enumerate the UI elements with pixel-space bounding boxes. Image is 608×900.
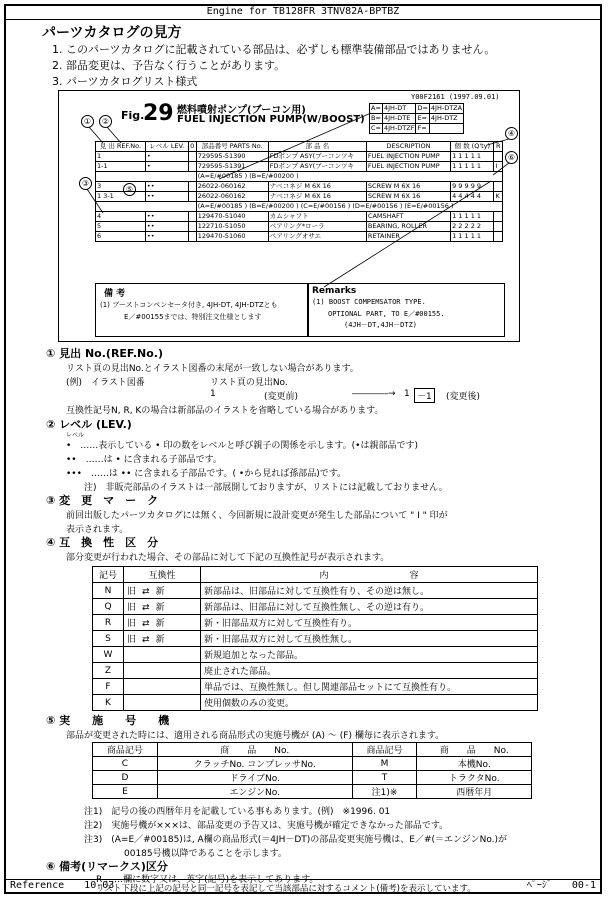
compat-desc: 新・旧部品双方に対して互換性有り。 [201,615,538,631]
parts-desc: RETAINER [366,232,450,242]
compat-arrow-icon: ⇄ [142,619,150,629]
parts-parts: 122710-51050 [196,222,268,232]
compat-arrow [124,631,201,647]
model-cell: C= [371,124,381,132]
footer-right: ﾍﾟｰｼﾞ 00-1 [526,880,596,891]
callout-3: ③ [79,177,92,190]
mcode-cell: 西暦年月 [417,785,532,799]
sec5-n3: 注3) (A=E／#00185)は, A欄の商品形式(＝4JH－DT)の部品変更実施号機は、E／#(＝エンジンNo.)が [84,835,508,845]
parts-jp: FDポンプ ASY(ブーコンツキ [268,162,366,172]
col-lev: レベル LEV. [145,142,188,152]
compat-desc: 新部品は、旧部品に対して互換性無し、その逆は有り。 [201,599,538,615]
mcode-cell: ドライブNo. [157,771,352,785]
parts-r: I [494,162,503,172]
page-frame [4,4,602,894]
sec4-head: ④ 互 換 性 区 分 [46,536,159,549]
compat-desc: 新規追加となった部品。 [201,647,538,663]
parts-ref: 4 [96,212,146,222]
remarks-title: Remarks [312,286,357,296]
model-cell: 4JH-DT [383,104,416,114]
compat-row [93,695,538,711]
compat-arrow [124,695,201,711]
sec1-ex-v1: 1 [210,389,216,399]
parts-note: (A=E/#00185 ) (B=E/#00200 ) [196,172,502,182]
page-footer [10,880,596,892]
sec2-head: ② レベル (LEV.) [46,418,132,431]
compat-col-sym: 記号 [93,567,124,583]
compat-row [93,583,538,599]
compat-arrow-icon: ⇄ [142,603,150,613]
sec1-ex-boxed: －1 [414,388,435,403]
parts-ref: 5 [96,222,146,232]
sec5-n1: 注1) 記号の後の西暦年月を記載している事もあります。(例) ※1996. 01 [84,807,391,817]
sec5-n3b: 00185号機以降であることを示します。 [124,849,287,859]
model-cell: 4JH-DTZF [384,124,415,132]
col-ref: 見 出 REF.No. [96,142,146,152]
parts-qty: 1 1 1 1 1 [451,152,494,162]
mcode-cell: T [352,771,417,785]
compat-desc: 新・旧部品双方に対して互換性無し。 [201,631,538,647]
mcode-cell: E [93,785,158,799]
parts-ref: 1 3-1 [96,192,146,202]
parts-note: (A=E/#00185 ) (B=E/#00200 ) (C=E/#00156 ) (D=E/#00156 ) (E=E/#00156 ) [196,202,502,212]
sec3-head: ③ 変 更 マ ー ク [46,494,159,507]
compat-row [93,663,538,679]
intro-3: 3. パーツカタログリスト様式 [52,75,198,88]
model-code-table [92,742,532,799]
callout-4: ④ [505,127,518,140]
sec1-ex-v2: 1 [404,389,410,399]
compat-row [93,599,538,615]
compat-arrow-icon: ⇄ [142,587,150,597]
model-cell: B= [371,114,381,122]
compat-desc: 単品では、互換性無し。但し関連部品セットにて互換性有り。 [201,679,538,695]
sec2-ruby: レベル [66,432,85,439]
page-title: パーツカタログの見方 [42,25,182,41]
compat-symbol: N [93,583,124,599]
compat-symbol: R [93,615,124,631]
model-cell: 4JH-DTE [383,114,416,124]
compat-arrow [124,583,201,599]
mcode-row [93,771,532,785]
parts-lev: •• [145,182,188,192]
sec4-l1: 部分変更が行われた場合、その部品に対して下記の互換性記号が表示されます。 [66,553,390,563]
page-header: Engine for TB128FR 3TNV82A-BPTBZ [206,6,400,17]
parts-parts: 729595-51390 [196,152,268,162]
parts-jp: ナベコネジ M 6X 16 [268,182,366,192]
model-cell: A= [371,104,381,112]
mcode-cell: エンジンNo. [157,785,352,799]
mcode-cell: M [352,757,417,771]
parts-lev: • [145,152,188,162]
compat-symbol: K [93,695,124,711]
mcol-3: 商品記号 [352,743,417,757]
callout-1: ① [81,115,94,128]
sec6-l1: R ……欄に数字又は、英字(記号)を表示してあります。 [96,875,319,885]
col-jp: 部 品 名 [268,142,366,152]
intro-2: 2. 部品変更は、予告なく行うことがあります。 [52,59,286,72]
callout-6: ⑥ [505,151,518,164]
parts-parts: 26022-060162 [196,192,268,202]
footer-left: Reference 10-03 [10,880,115,891]
parts-r: K [494,192,503,202]
compat-symbol: Q [93,599,124,615]
compat-new: 新 [155,619,165,629]
remarks-line-3: (4JH－DT,4JH－DTZ) [344,321,418,329]
model-cell: 4JH-DTZ [429,114,463,124]
compat-symbol: W [93,647,124,663]
sec1-ex-change2: (変更後) [446,392,481,402]
col-r: R [495,142,501,150]
sample-code: Y00F2161 (1997.09.01) [411,93,500,101]
compat-desc: 新部品は、旧部品に対して互換性有り、その逆は無し。 [201,583,538,599]
mcol-4: 商 品 No. [417,743,532,757]
sec2-l2: •• ……は • に含まれる子部品です。 [66,455,222,465]
parts-ref: 1 [96,152,146,162]
parts-lev: •• [145,192,188,202]
compat-old: 旧 [127,603,137,613]
parts-desc: FUEL INJECTION PUMP [366,162,450,172]
intro-1: 1. このパーツカタログに記載されている部品は、必ずしも標準装備部品ではありません。 [52,43,496,56]
sec1-ex-label: (例) イラスト図番 [66,378,145,388]
parts-jp: ベアリング*ローラ [268,222,366,232]
mcode-cell: トラクタNo. [417,771,532,785]
callout-2: ② [99,115,112,128]
mcol-2: 商 品 No. [157,743,352,757]
parts-jp: カムシャフト [268,212,366,222]
parts-parts: 26022-060162 [196,182,268,192]
sec1-l1: リスト頁の見出No.とイラスト図番の末尾が一致しない場合があります。 [66,364,359,374]
parts-qty: 1 1 1 1 1 [451,162,494,172]
parts-parts: 129470-51040 [196,212,268,222]
parts-lev: •• [145,212,188,222]
sec5-l1: 部品が変更された時には、適用される商品形式の実施号機が (A) ～ (F) 欄毎に表示されます。 [66,731,445,741]
compat-desc: 使用個数のみの変更。 [201,695,538,711]
compat-symbol: S [93,631,124,647]
compat-symbol: Z [93,663,124,679]
compat-table [92,566,538,711]
mcode-cell: 注1)※ [352,785,417,799]
sec1-arrow-icon: ――――→ [352,389,396,399]
parts-desc: SCREW M 6X 16 [366,182,450,192]
callout-leaders [59,91,519,341]
compat-old: 旧 [127,587,137,597]
compat-old: 旧 [127,619,137,629]
sec1-ex-change1: (変更前) [264,392,299,402]
mcode-cell: 本機No. [417,757,532,771]
sec6-head: ⑥ 備考(リマークス)区分 [46,860,168,873]
compat-arrow [124,599,201,615]
parts-parts: 129470-51060 [196,232,268,242]
sec2-l3: ••• ……は •• に含まれる子部品です。( •から見れば孫部品)です。 [66,469,347,479]
biko-title: 備 考 [104,289,126,299]
parts-lev: • [145,162,188,172]
col-zero: 0 [190,142,195,150]
sec3-l2: 表示されます。 [66,525,129,535]
compat-new: 新 [155,635,165,645]
compat-new: 新 [155,587,165,597]
compat-row [93,615,538,631]
compat-row [93,647,538,663]
parts-desc: SCREW M 6X 16 [366,192,450,202]
compat-arrow [124,663,201,679]
fig-number: 29 [143,101,174,126]
sec1-l2: 互換性記号N, R, Kの場合は新部品のイラストを省略している場合があります。 [66,406,384,416]
model-cell: D= [417,104,428,112]
compat-row [93,631,538,647]
biko-line-2: E／#00155までは、特別注文仕様とします [124,313,262,321]
parts-jp: FDポンプ ASY(ブーコンツキ [268,152,366,162]
compat-arrow-icon: ⇄ [142,635,150,645]
header-rule [6,19,600,20]
mcode-cell: C [93,757,158,771]
parts-desc: BEARING, ROLLER [366,222,450,232]
parts-ref: 3 [96,182,146,192]
mcode-row [93,757,532,771]
col-qty: 個 数 (Q'ty) [451,142,494,152]
parts-lev: •• [145,222,188,232]
compat-symbol: F [93,679,124,695]
compat-arrow [124,679,201,695]
parts-desc: CAMSHAFT [366,212,450,222]
sec6-l2: リスト下段に上記の記号と同一記号を表記して当該部品に対するコメント(備考)を表示しています。 [96,884,476,894]
fig-label: Fig. [121,109,145,122]
compat-old: 旧 [127,635,137,645]
compat-arrow [124,647,201,663]
remarks-line-1: (1) BOOST COMPEMSATOR TYPE. [312,298,426,306]
sec5-head: ⑤ 実 施 号 機 [46,714,170,727]
col-desc: DESCRIPTION [366,142,450,152]
sec1-ex-mid: リスト頁の見出No. [210,378,288,388]
compat-col-arrow: 互換性 [124,567,201,583]
parts-qty: 9 9 9 9 9 [451,182,494,192]
compat-row [93,679,538,695]
compat-new: 新 [155,603,165,613]
sec3-l1: 前回出版したパーツカタログには無く、今回新規に設計変更が発生した部品について " I " 印が [66,511,448,521]
callout-5: ⑤ [123,183,136,196]
compat-desc: 廃止された部品。 [201,663,538,679]
sample-catalog-frame [58,90,520,342]
parts-qty: 1 1 1 1 1 [451,232,494,242]
mcode-cell: D [93,771,158,785]
sec2-l1: • ……表示している • 印の数をレベルと呼び親子の関係を示します。(•は親部品です) [66,441,418,451]
remarks-line-2: OPTIONAL PART, TO E／#00155. [328,310,445,318]
compat-arrow [124,615,201,631]
model-cell: E= [416,114,429,124]
model-cell: F= [416,124,429,134]
parts-jp: ナベコネジ M 6X 16 [268,192,366,202]
fig-name-en: FUEL INJECTION PUMP(W/BOOST) [177,114,365,125]
parts-qty: 4 4 4 4 4 [451,192,494,202]
sec5-n2: 注2) 実施号機が×××は、部品変更の予告又は、実施号機が確定できなかった部品です。 [84,821,449,831]
biko-line-1: (1) ブーストコンペンセータ付き, 4JH-DT, 4JH-DTZとも [100,301,278,309]
parts-desc: FUEL INJECTION PUMP [366,152,450,162]
parts-qty: 1 1 1 1 1 [451,212,494,222]
sec2-l4: 注) 非販売部品のイラストは一部展開しておりますが、リストには記載しておりません。 [84,483,448,493]
parts-ref: 6 [96,232,146,242]
parts-parts: 729595-51391 [196,162,268,172]
mcol-1: 商品記号 [93,743,158,757]
parts-ref: 1-1 [96,162,146,172]
mcode-cell: クラッチNo. コンプレッサNo. [157,757,352,771]
fig-name-jp: 燃料噴射ポンプ(ブーコン用) [177,105,306,116]
compat-col-desc: 内 容 [201,567,538,583]
sec1-head: ① 見出 No.(REF.No.) [46,347,163,360]
parts-jp: ベアリングオサエ [268,232,366,242]
parts-qty: 2 2 2 2 2 [451,222,494,232]
mcode-row [93,785,532,799]
parts-lev: •• [145,232,188,242]
col-parts: 部品番号 PARTS No. [196,142,268,152]
model-cell: 4JH-DTZA [430,104,463,112]
